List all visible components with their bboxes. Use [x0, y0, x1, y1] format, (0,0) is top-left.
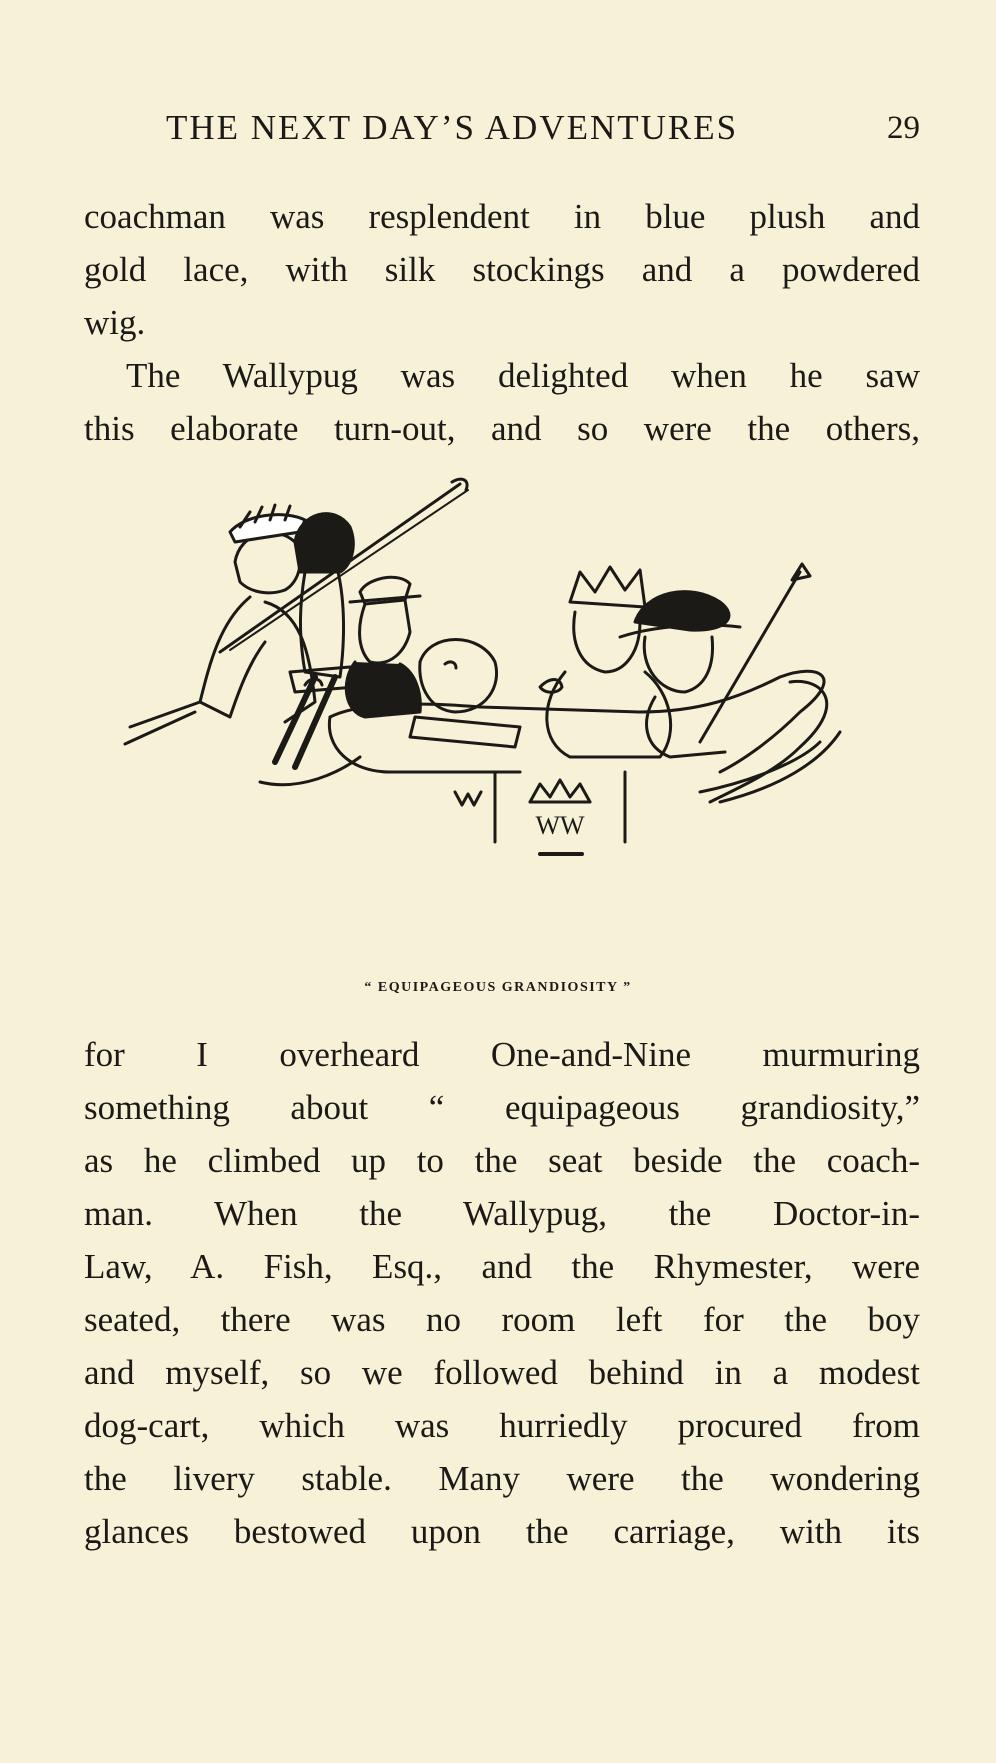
text-line: man. When the Wallypug, the Doctor-in- [84, 1194, 920, 1233]
text-line-indented: The Wallypug was delighted when he saw [126, 356, 920, 395]
text-line: wig. [84, 303, 146, 342]
text-line: glances bestowed upon the carriage, with its [84, 1512, 920, 1551]
top-text-block [84, 190, 920, 455]
carriage-drawing [100, 472, 920, 972]
text-line: seated, there was no room left for the boy [84, 1300, 920, 1339]
text-line: for I overheard One-and-Nine murmuring [84, 1035, 920, 1074]
text-line: dog-cart, which was hurriedly procured from [84, 1406, 920, 1445]
text-line: something about “ equipageous grandiosity,” [84, 1088, 920, 1127]
text-line: and myself, so we followed behind in a modest [84, 1353, 920, 1392]
bottom-text-block [84, 1028, 920, 1558]
text-line: coachman was resplendent in blue plush and [84, 197, 920, 236]
running-title: THE NEXT DAY’S ADVENTURES [166, 108, 739, 147]
carriage-illustration [100, 472, 920, 972]
text-line: Law, A. Fish, Esq., and the Rhymester, were [84, 1247, 920, 1286]
text-line: as he climbed up to the seat beside the coach- [84, 1141, 920, 1180]
page-number: 29 [887, 110, 920, 146]
text-line: gold lace, with silk stockings and a powdered [84, 250, 920, 289]
running-head [84, 108, 920, 158]
text-line: the livery stable. Many were the wondering [84, 1459, 920, 1498]
illustration-caption: “ EQUIPAGEOUS GRANDIOSITY ” [364, 980, 632, 995]
text-line: this elaborate turn-out, and so were the others, [84, 409, 920, 448]
door-monogram: WW [535, 811, 585, 840]
